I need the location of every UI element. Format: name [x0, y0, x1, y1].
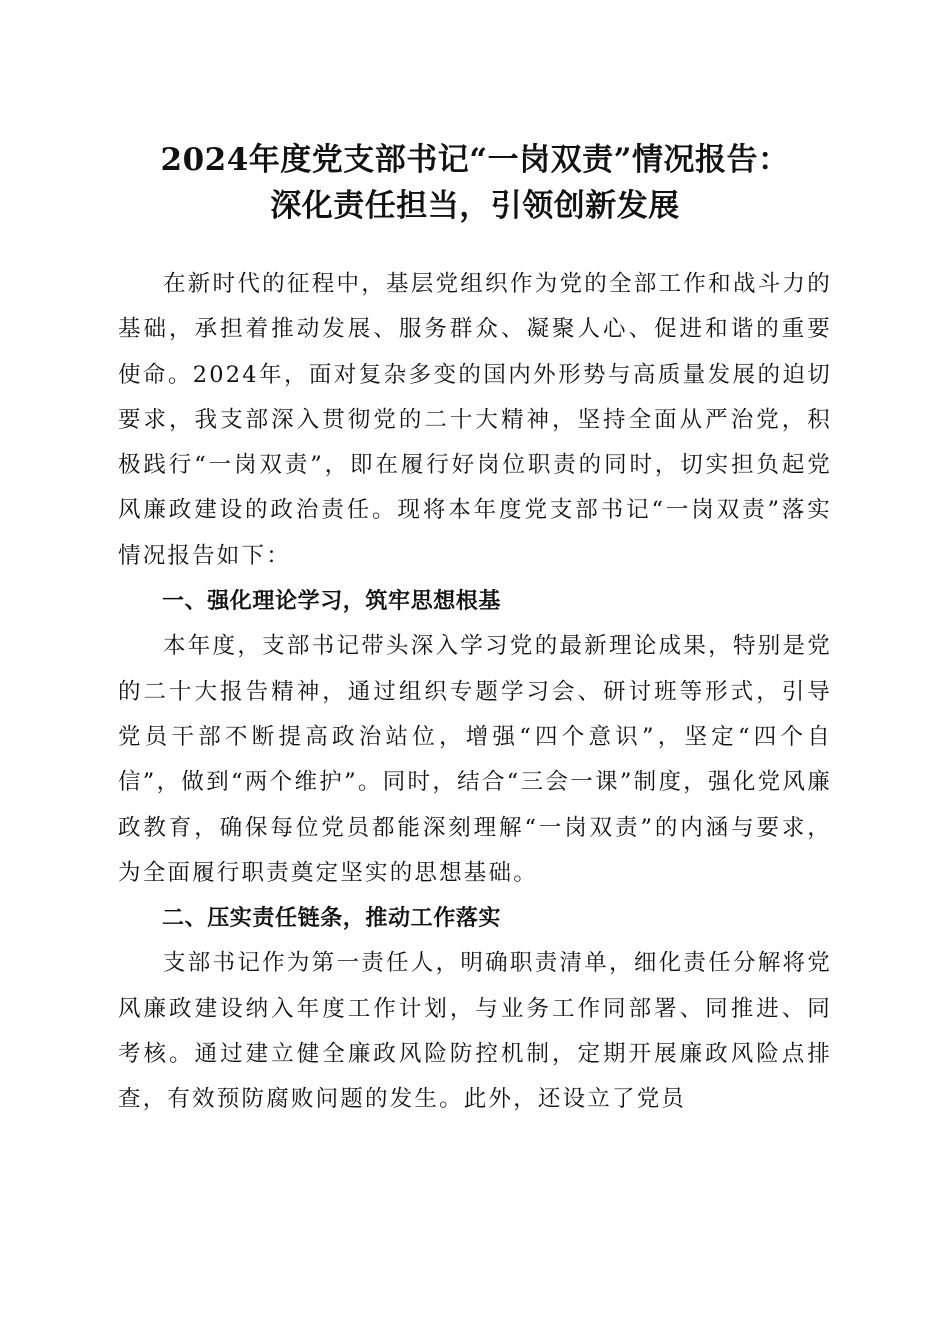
section-1-paragraph: 本年度，支部书记带头深入学习党的最新理论成果，特别是党的二十大报告精神，通过组织专题学习会、研讨班等形式，引导党员干部不断提高政治站位，增强“四个意识”，坚定“四个自信”，做到“两个维护”。同时，结合“三会一课”制度，强化党风廉政教育，确保每位党员都能深刻理解“一岗双责”的内涵与要求，为全面履行职责奠定坚实的思想基础。	[118, 633, 832, 886]
section-2-paragraph: 支部书记作为第一责任人，明确职责清单，细化责任分解将党风廉政建设纳入年度工作计划，与业务工作同部署、同推进、同考核。通过建立健全廉政风险防控机制，定期开展廉政风险点排查，有效预防腐败问题的发生。此外，还设立了党员	[118, 950, 832, 1113]
document-title-line-1: 2024年度党支部书记“一岗双责”情况报告：	[160, 142, 790, 178]
section-1-heading: 一、强化理论学习，筑牢思想根基	[162, 589, 502, 615]
section-2-heading: 二、压实责任链条，推动工作落实	[162, 906, 502, 932]
intro-paragraph: 在新时代的征程中，基层党组织作为党的全部工作和战斗力的基础，承担着推动发展、服务群众、凝聚人心、促进和谐的重要使命。2024年，面对复杂多变的国内外形势与高质量发展的迫切要求，我支部深入贯彻党的二十大精神，坚持全面从严治党，积极践行“一岗双责”，即在履行好岗位职责的同时，切实担负起党风廉政建设的政治责任。现将本年度党支部书记“一岗双责”落实情况报告如下：	[118, 271, 832, 569]
document-body	[118, 262, 832, 1123]
document-title-line-2: 深化责任担当，引领创新发展	[270, 188, 680, 224]
